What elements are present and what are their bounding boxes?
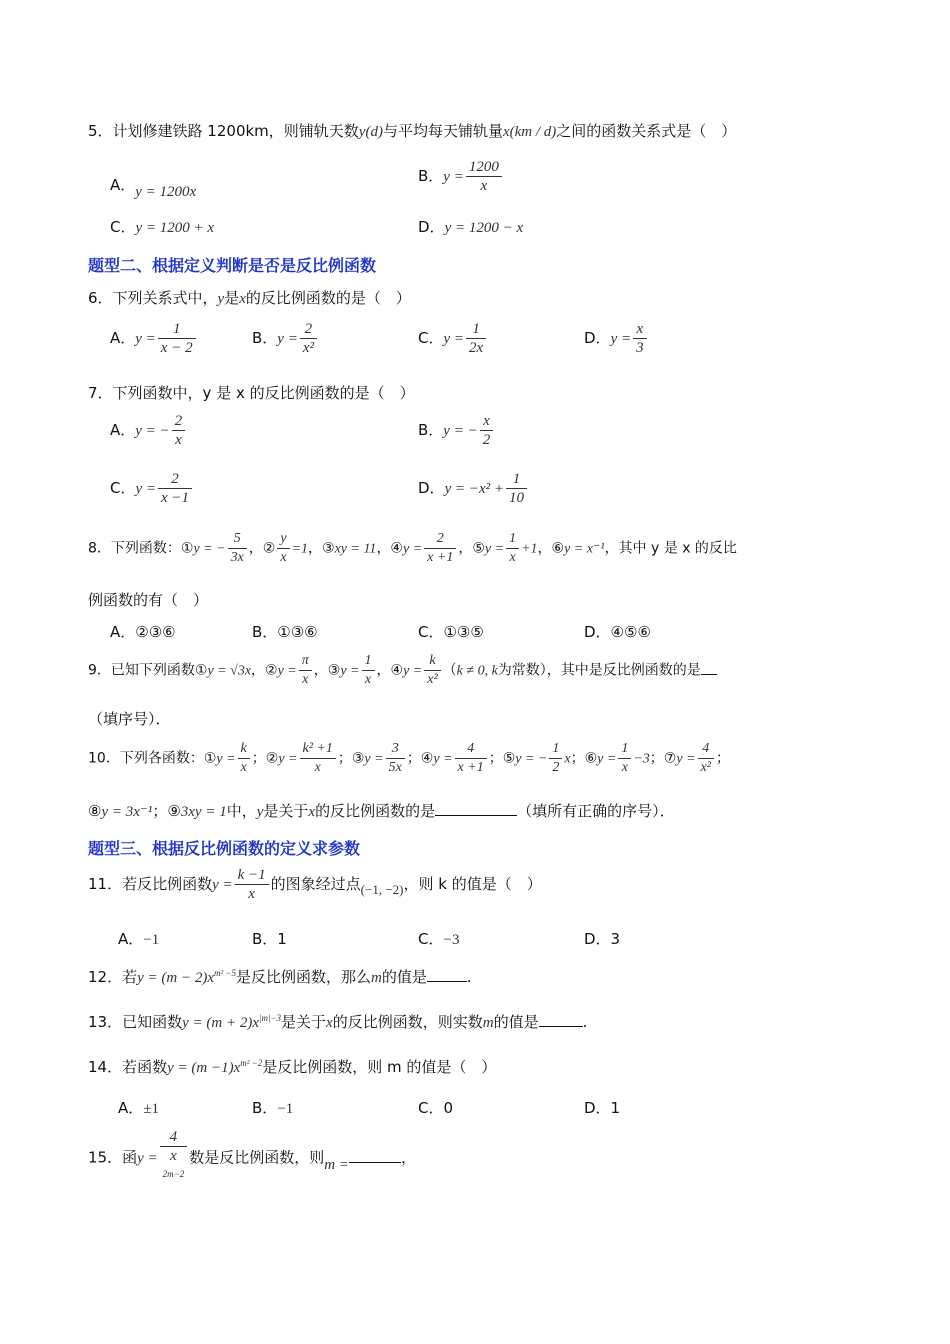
section-heading-type-2: 题型二、根据定义判断是否是反比例函数 bbox=[88, 256, 377, 275]
q10-answer-blank[interactable] bbox=[435, 801, 517, 816]
q6-option-d[interactable]: D．y = $\frac{x}{3}$ bbox=[584, 320, 649, 357]
q7-option-b[interactable]: B．y = − $\frac{x}{2}$ bbox=[418, 412, 495, 449]
q7-option-a[interactable]: A．y = − $\frac{2}{x}$ bbox=[110, 412, 187, 449]
q15-answer-blank[interactable] bbox=[349, 1148, 401, 1163]
question-9-stem: 9．已知下列函数①y = √3x，②y = $\frac{\pi}{x}$ ，③y = $\frac{1}{x}$ ，④y = $\frac{k}{\text{x²}}$ （k ≠ 0, k为常数），其中是反比例函数的是 bbox=[88, 652, 717, 689]
question-13-stem: 13．已知函数$y = (m + 2)x^{|m|-3}$是关于x的反比例函数，则实数m的值是 . bbox=[88, 1013, 588, 1031]
question-9-stem-line-2: （填序号）． bbox=[88, 710, 171, 728]
question-10-stem-line-2: ⑧y = 3x⁻¹；⑨3xy = 1中，y是关于x的反比例函数的是 （填所有正确的序号）． bbox=[88, 802, 675, 820]
q11-option-b[interactable]: B．1 bbox=[252, 930, 287, 948]
q14-option-b[interactable]: B．−1 bbox=[252, 1099, 294, 1117]
q5-option-a[interactable]: A．y = 1200x bbox=[110, 176, 197, 200]
q13-answer-blank[interactable] bbox=[539, 1012, 583, 1027]
q9-answer-blank[interactable] bbox=[701, 660, 717, 675]
q6-option-b[interactable]: B．y = $\frac{2}{\text{x²}}$ bbox=[252, 320, 319, 357]
question-6-stem: 6．下列关系式中，y是x的反比例函数的是（ ） bbox=[88, 289, 411, 307]
question-15-stem: 15．函y = 4 x $^{2m-2}$ 数是反比例函数，则m = ， bbox=[88, 1129, 416, 1179]
question-11-stem: 11．若反比例函数y = $\frac{k -1}{x}$ 的图象经过点(−1, −2)，则 k 的值是（ ） bbox=[88, 867, 542, 902]
question-12-stem: 12．若$y = (m - 2)x^{m^2 -5}$是反比例函数，那么m的值是 . bbox=[88, 968, 472, 986]
q11-option-c[interactable]: C．−3 bbox=[418, 930, 460, 948]
q8-option-b[interactable]: B．①③⑥ bbox=[252, 623, 318, 641]
q11-option-d[interactable]: D．3 bbox=[584, 930, 621, 948]
q5-option-b[interactable]: B．y = $\frac{1200}{x}$ bbox=[418, 158, 504, 195]
q14-option-c[interactable]: C．0 bbox=[418, 1099, 454, 1117]
q5-option-d[interactable]: D．y = 1200 − x bbox=[418, 218, 524, 236]
section-heading-type-3: 题型三、根据反比例函数的定义求参数 bbox=[88, 839, 361, 858]
q7-option-d[interactable]: D．y = −x² + $\frac{1}{10}$ bbox=[418, 470, 529, 507]
q14-option-d[interactable]: D．1 bbox=[584, 1099, 621, 1117]
q14-option-a[interactable]: A．±1 bbox=[118, 1099, 159, 1117]
q8-option-d[interactable]: D．④⑤⑥ bbox=[584, 623, 651, 641]
q8-option-c[interactable]: C．①③⑤ bbox=[418, 623, 484, 641]
q6-option-a[interactable]: A．y = $\frac{1}{x - 2}$ bbox=[110, 320, 198, 357]
question-8-stem: 8．下列函数：①y = − $\frac{5}{3x}$ ，② $\frac{y}{x}$ =1，③xy = 11，④y = $\frac{2}{x +1}$ ，⑤y = $\frac{1}{x}$ +1，⑥y = x⁻¹，其中 y 是 x 的反比 bbox=[88, 531, 737, 565]
question-8-stem-line-2: 例函数的有（ ） bbox=[88, 591, 209, 609]
q12-answer-blank[interactable] bbox=[427, 967, 467, 982]
q6-option-c[interactable]: C．y = $\frac{1}{2x}$ bbox=[418, 320, 488, 357]
question-7-stem: 7．下列函数中，y 是 x 的反比例函数的是（ ） bbox=[88, 384, 415, 402]
question-5-stem: 5．计划修建铁路 1200km，则铺轨天数y(d)与平均每天铺轨量x(km / d)之间的函数关系式是（ ） bbox=[88, 122, 737, 140]
q5-option-c[interactable]: C．y = 1200 + x bbox=[110, 218, 215, 236]
question-14-stem: 14．若函数$y = (m -1)x^{m^2 -2}$是反比例函数，则 m 的值是（ ） bbox=[88, 1058, 497, 1076]
q8-option-a[interactable]: A．②③⑥ bbox=[110, 623, 176, 641]
q11-option-a[interactable]: A．−1 bbox=[118, 930, 160, 948]
question-10-stem: 10．下列各函数：①y = $\frac{k}{x}$ ；②y = $\frac{\text{k² +1}}{x}$ ；③y = $\frac{3}{5x}$ ；④y = $\frac{4}{x +1}$ ；⑤y = − $\frac{1}{2}$ x；⑥y = $\frac{1}{x}$ −3；⑦y = $\frac{4}{\text{x²}}$ ； bbox=[88, 741, 730, 775]
q7-option-c[interactable]: C．y = $\frac{2}{x -1}$ bbox=[110, 470, 194, 507]
